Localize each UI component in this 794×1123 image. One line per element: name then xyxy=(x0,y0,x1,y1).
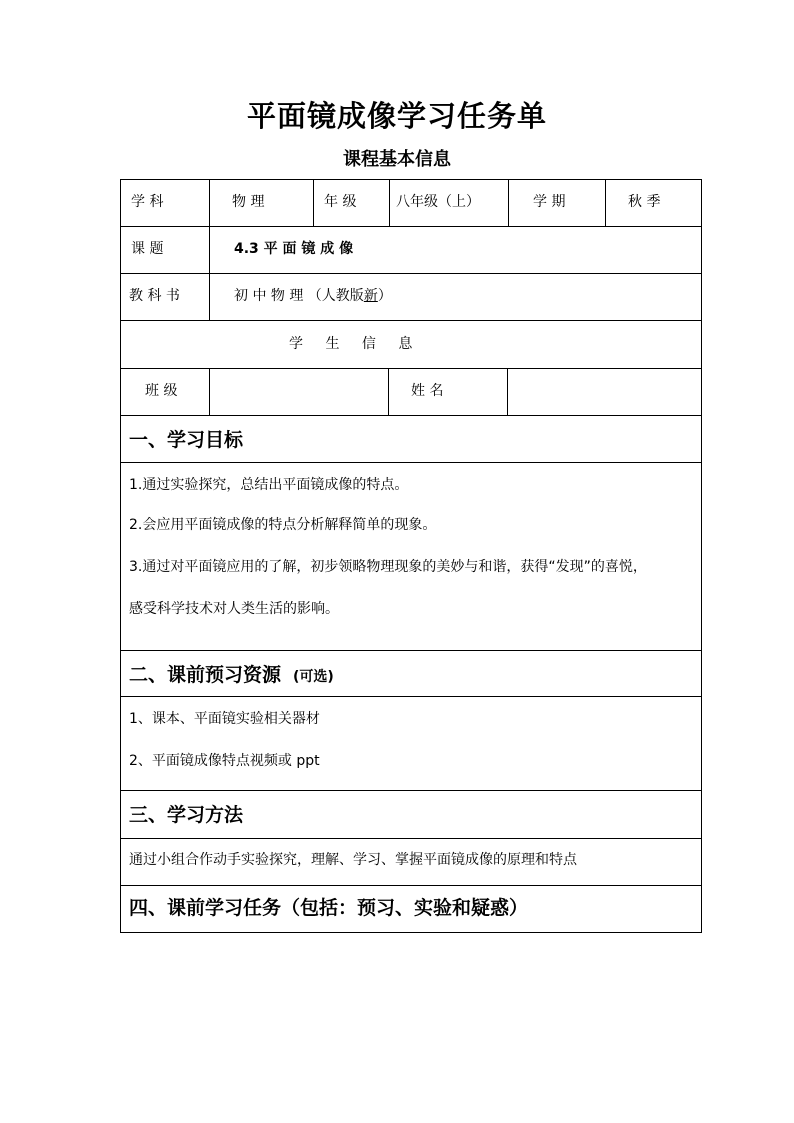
class-value-field[interactable] xyxy=(209,369,388,415)
topic-label: 课 题 xyxy=(131,241,164,257)
page-title: 平面镜成像学习任务单 xyxy=(246,99,547,133)
resource-item: 2、平面镜成像特点视频或 ppt xyxy=(129,753,320,769)
goal-item: 感受科学技术对人类生活的影响。 xyxy=(129,601,339,617)
task-sheet-table xyxy=(120,179,702,933)
goal-item: 3.通过对平面镜应用的了解，初步领略物理现象的美妙与和谐，获得“发现”的喜悦， xyxy=(129,559,647,575)
task-section-title: 四、课前学习任务（包括：预习、实验和疑惑） xyxy=(129,897,529,919)
term-value: 秋 季 xyxy=(628,194,661,210)
topic-value: 4.3 平 面 镜 成 像 xyxy=(234,241,354,257)
cell-term-value xyxy=(605,180,701,226)
row-basic-info xyxy=(121,180,701,227)
cell-class-label xyxy=(121,369,209,415)
textbook-value-new: 新 xyxy=(363,288,378,304)
row-topic xyxy=(121,227,701,274)
cell-textbook-label xyxy=(121,274,209,320)
subject-value: 物 理 xyxy=(232,194,265,210)
row-task-title xyxy=(121,886,701,932)
resources-section-title: 二、课前预习资源 xyxy=(129,664,282,686)
cell-grade-label xyxy=(313,180,389,226)
class-label: 班 级 xyxy=(145,383,178,399)
cell-subject-label xyxy=(121,180,209,226)
resources-optional-note: (可选) xyxy=(293,669,334,685)
row-method-title xyxy=(121,791,701,839)
page-subtitle: 课程基本信息 xyxy=(343,149,451,170)
cell-name-label xyxy=(388,369,507,415)
goal-item: 1.通过实验探究，总结出平面镜成像的特点。 xyxy=(129,477,409,493)
subject-label: 学 科 xyxy=(131,194,164,210)
row-resources-title xyxy=(121,651,701,697)
student-info-header: 学 生 信 息 xyxy=(289,336,413,352)
grade-value: 八年级（上） xyxy=(396,194,480,210)
row-goals-content xyxy=(121,463,701,651)
goals-section-title: 一、学习目标 xyxy=(129,429,244,451)
resource-item: 1、课本、平面镜实验相关器材 xyxy=(129,711,320,727)
goal-item: 2.会应用平面镜成像的特点分析解释简单的现象。 xyxy=(129,517,437,533)
method-text: 通过小组合作动手实验探究，理解、学习、掌握平面镜成像的原理和特点 xyxy=(129,852,577,868)
cell-grade-value xyxy=(389,180,508,226)
row-goals-title xyxy=(121,416,701,463)
name-value-field[interactable] xyxy=(507,369,701,415)
cell-subject-value xyxy=(209,180,313,226)
row-textbook xyxy=(121,274,701,321)
resources-title-group xyxy=(129,660,334,687)
method-section-title: 三、学习方法 xyxy=(129,804,244,826)
textbook-value xyxy=(234,285,392,305)
cell-topic-label xyxy=(121,227,209,273)
grade-label: 年 级 xyxy=(324,194,357,210)
row-resources-content xyxy=(121,697,701,791)
name-label: 姓 名 xyxy=(411,383,444,399)
cell-term-label xyxy=(508,180,605,226)
row-method-content xyxy=(121,839,701,886)
term-label: 学 期 xyxy=(533,194,566,210)
textbook-label: 教 科 书 xyxy=(129,288,180,304)
cell-textbook-value xyxy=(209,274,701,320)
textbook-value-end: ） xyxy=(377,288,392,304)
textbook-value-main: 初 中 物 理 （人教版 xyxy=(234,288,364,304)
cell-topic-value xyxy=(209,227,701,273)
row-student-header xyxy=(121,321,701,369)
row-class-name xyxy=(121,369,701,416)
